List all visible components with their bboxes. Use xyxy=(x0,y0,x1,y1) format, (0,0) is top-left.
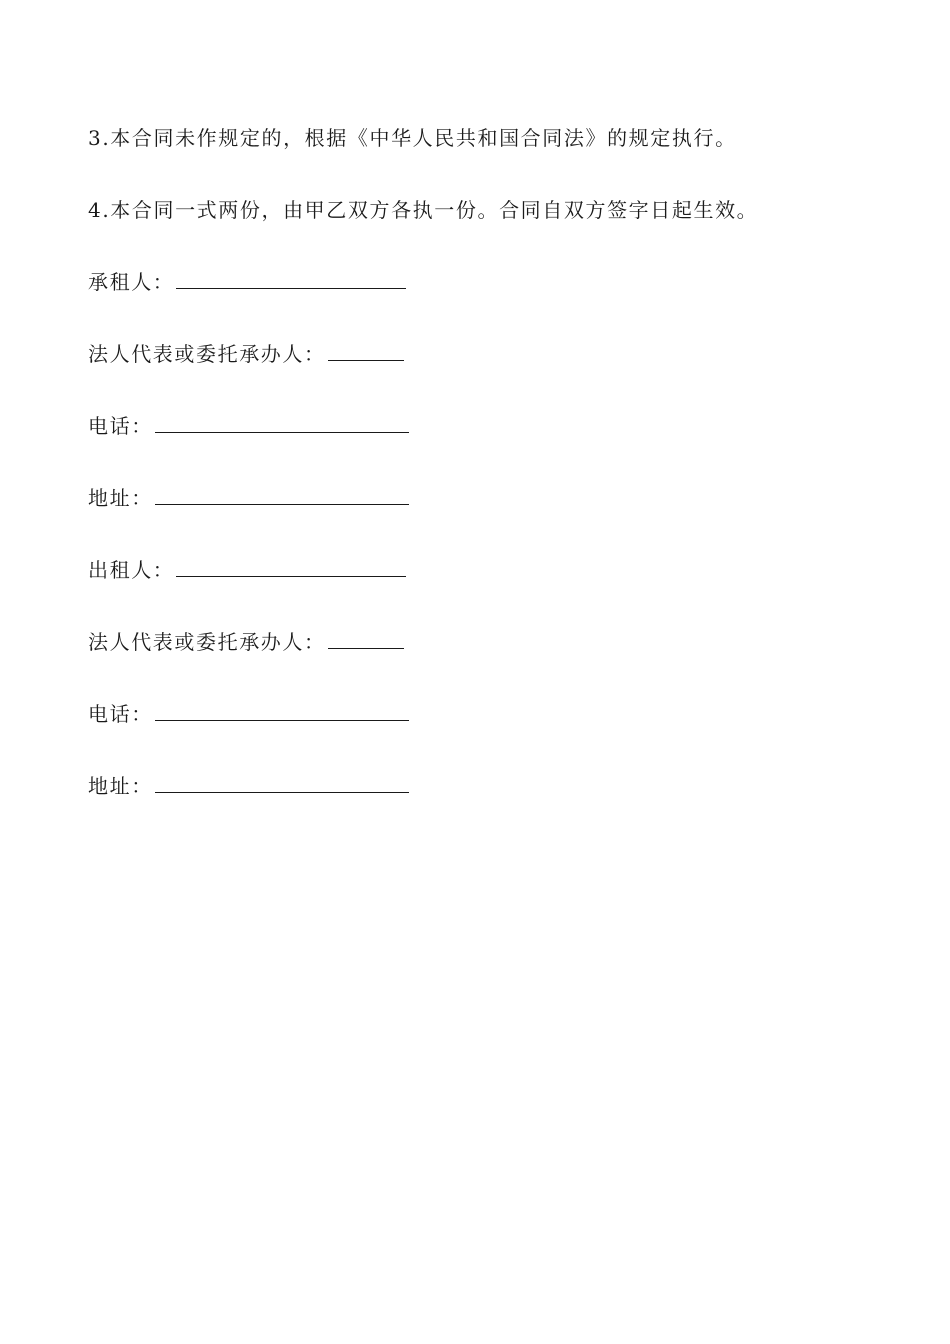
lessee-rep-field[interactable] xyxy=(328,340,404,361)
lessee-phone-field[interactable] xyxy=(155,412,409,433)
lessor-rep-row xyxy=(88,628,404,656)
lessee-address-label: 地址： xyxy=(88,486,153,510)
lessor-name-label: 出租人： xyxy=(88,558,175,582)
lessor-address-row xyxy=(88,772,409,800)
lessor-address-field[interactable] xyxy=(155,772,409,793)
lessor-phone-row xyxy=(88,700,409,728)
lessee-phone-row xyxy=(88,412,409,440)
lessor-address-label: 地址： xyxy=(88,774,153,798)
lessor-rep-field[interactable] xyxy=(328,628,404,649)
lessee-name-label: 承租人： xyxy=(88,270,175,294)
lessee-address-field[interactable] xyxy=(155,484,409,505)
lessor-name-row xyxy=(88,556,406,584)
lessee-rep-label: 法人代表或委托承办人： xyxy=(88,342,326,366)
lessor-name-field[interactable] xyxy=(176,556,406,577)
lessee-phone-label: 电话： xyxy=(88,414,153,438)
clause-3: 3.本合同未作规定的，根据《中华人民共和国合同法》的规定执行。 xyxy=(88,126,737,150)
lessee-address-row xyxy=(88,484,409,512)
lessor-phone-label: 电话： xyxy=(88,702,153,726)
lessee-rep-row xyxy=(88,340,404,368)
lessee-name-row xyxy=(88,268,406,296)
lessee-name-field[interactable] xyxy=(176,268,406,289)
clause-4: 4.本合同一式两份，由甲乙双方各执一份。合同自双方签字日起生效。 xyxy=(88,198,759,222)
lessor-rep-label: 法人代表或委托承办人： xyxy=(88,630,326,654)
lessor-phone-field[interactable] xyxy=(155,700,409,721)
